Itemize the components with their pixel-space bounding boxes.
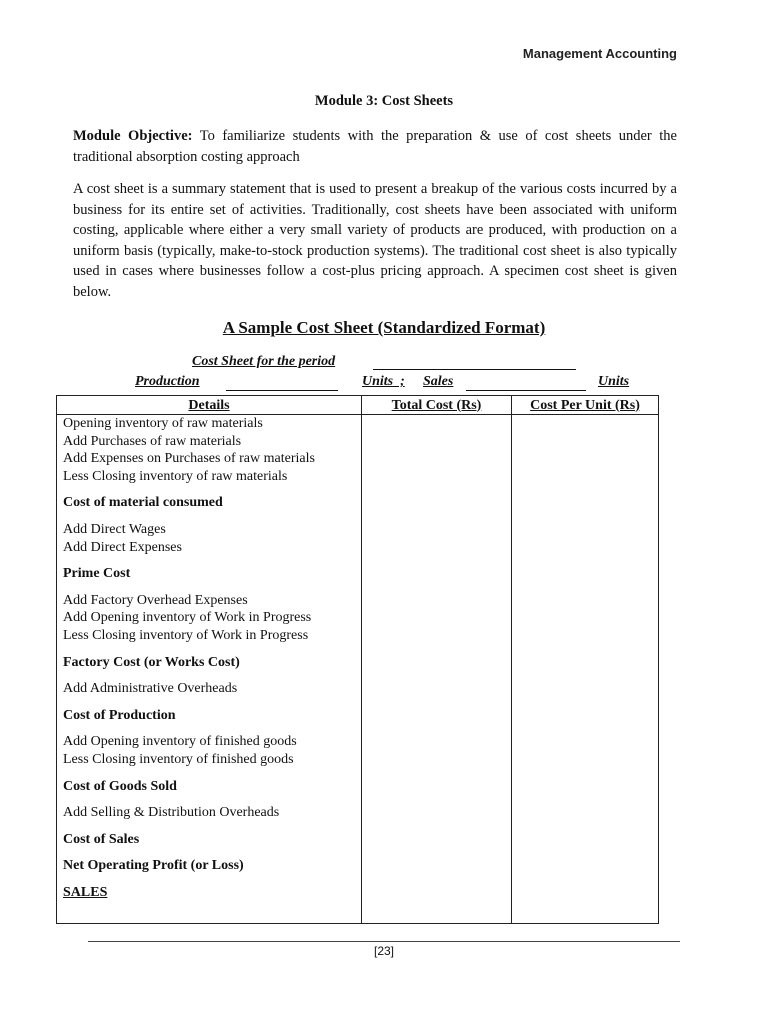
objective-label: Module Objective:	[73, 128, 193, 144]
row-closing-raw-materials: Less Closing inventory of raw materials	[63, 468, 288, 484]
row-opening-finished-goods: Add Opening inventory of finished goods	[63, 734, 297, 750]
row-selling-distribution: Add Selling & Distribution Overheads	[63, 805, 280, 821]
row-sales: SALES	[63, 884, 108, 900]
sales-blank-line	[466, 390, 586, 391]
row-cost-of-goods-sold: Cost of Goods Sold	[63, 778, 177, 794]
period-label	[192, 354, 335, 370]
objective-text: To familiarize students with the preparation & use of cost sheets under the traditional absorption costing approach	[73, 128, 677, 165]
period-label-text: Cost Sheet for the period	[192, 354, 336, 369]
row-expenses-on-purchases: Add Expenses on Purchases of raw materials	[63, 451, 315, 467]
sample-cost-sheet-title: A Sample Cost Sheet (Standardized Format)	[222, 318, 546, 337]
total-cost-column	[362, 415, 512, 924]
cost-sheet-table	[56, 395, 659, 924]
period-blank-line	[373, 369, 576, 370]
sales-label: Sales	[423, 374, 454, 389]
row-opening-wip: Add Opening inventory of Work in Progress	[63, 610, 312, 626]
row-purchases-raw-materials: Add Purchases of raw materials	[63, 433, 242, 449]
production-blank-line	[226, 390, 338, 391]
row-net-operating-profit: Net Operating Profit (or Loss)	[63, 858, 244, 874]
header-total-cost: Total Cost (Rs)	[362, 396, 512, 415]
row-administrative-overheads: Add Administrative Overheads	[63, 681, 238, 697]
row-direct-expenses: Add Direct Expenses	[63, 539, 182, 555]
production-label: Production	[135, 374, 200, 389]
row-prime-cost: Prime Cost	[63, 566, 131, 582]
running-header: Management Accounting	[522, 46, 677, 61]
row-closing-wip: Less Closing inventory of Work in Progress	[63, 627, 309, 643]
table-header-row	[57, 396, 659, 415]
header-cost-per-unit: Cost Per Unit (Rs)	[512, 396, 659, 415]
table-body-row	[57, 415, 659, 924]
header-details: Details	[57, 396, 362, 415]
module-title: Module 3: Cost Sheets	[314, 93, 454, 109]
row-cost-of-sales: Cost of Sales	[63, 831, 140, 847]
page-number: [23]	[373, 944, 394, 958]
details-column	[57, 415, 362, 924]
module-objective	[73, 126, 677, 167]
row-cost-of-material-consumed: Cost of material consumed	[63, 495, 223, 511]
footer-divider	[88, 941, 680, 942]
row-cost-of-production: Cost of Production	[63, 707, 176, 723]
row-factory-cost: Factory Cost (or Works Cost)	[63, 654, 240, 670]
row-closing-finished-goods: Less Closing inventory of finished goods	[63, 751, 294, 767]
row-direct-wages: Add Direct Wages	[63, 521, 166, 537]
units-semicolon-label: Units ;	[362, 374, 405, 389]
cost-per-unit-column	[512, 415, 659, 924]
intro-paragraph: A cost sheet is a summary statement that is used to present a breakup of the various costs incurred by a business for its entire set of activities. Traditionally, cost sheets have been associated with uniform costing, applicable where either a very small variety of products are produced, with production on a uniform basis (typically, make-to-stock production systems). The traditional cost sheet is also typically used in cases where businesses follow a cost-plus pricing approach. A specimen cost sheet is given below.	[73, 181, 677, 300]
units-label: Units	[598, 374, 630, 389]
row-factory-overhead: Add Factory Overhead Expenses	[63, 592, 248, 608]
row-opening-raw-materials: Opening inventory of raw materials	[63, 416, 263, 431]
